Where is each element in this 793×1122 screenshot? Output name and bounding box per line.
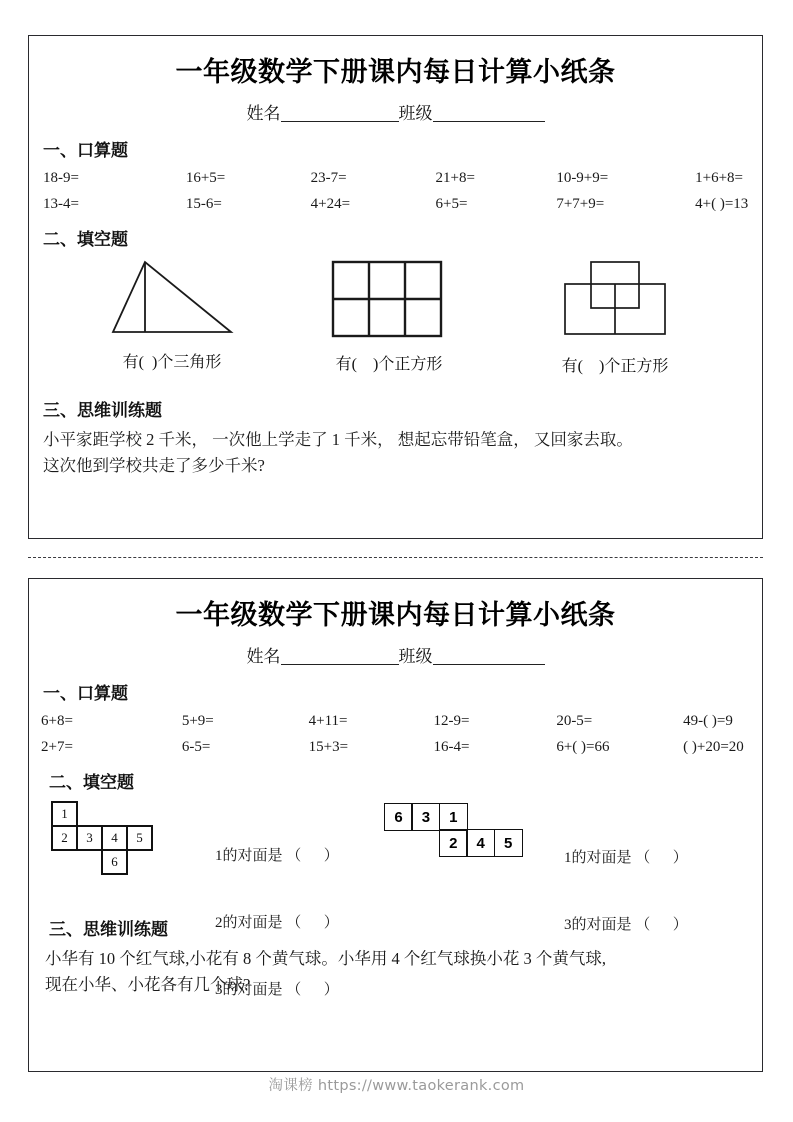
figure-caption: 有( )个正方形 [335,356,443,373]
student-info-line [29,99,762,124]
word-problem-line: 小平家距学校 2 千米， 一次他上学走了 1 千米， 想起忘带铅笔盒， 又回家去取。 [43,430,633,449]
grid-3x2-icon [329,258,449,340]
calc-item[interactable]: 16-4= [433,739,470,755]
calc-item[interactable]: 10-9+9= [556,170,609,186]
section-heading-fill-blank: 二、填空题 [43,230,128,249]
calc-item[interactable]: 4+( )=13 [695,196,749,212]
opposite-face-list-left [215,801,339,1045]
cube-net-left [51,801,151,875]
net-cell: 5 [126,825,153,851]
net-cell-empty [126,801,153,827]
figure-group [29,254,762,384]
figure-overlapping-squares [549,256,681,376]
figure-triangle [107,258,237,372]
opposite-face-line[interactable]: 3的对面是 （ ） [215,981,339,998]
worksheet-2 [28,578,763,1072]
worksheet-1 [28,35,763,539]
calc-item[interactable]: 7+7+9= [556,196,605,212]
calc-item[interactable]: 6-5= [181,739,211,755]
section-heading-oral-calc: 一、口算题 [43,141,128,160]
calc-item[interactable]: 5+9= [181,713,214,729]
calc-item[interactable]: 1+6+8= [695,170,744,186]
net-row [51,825,151,851]
net-row [51,801,151,827]
net-row [384,803,521,831]
net-cell-empty [494,803,523,831]
class-label: 班级 [398,104,433,123]
calc-item[interactable]: 21+8= [435,170,475,186]
calc-row [29,170,762,187]
triangle-with-median-icon [107,258,237,338]
net-cell-empty [126,849,153,875]
section-heading-thinking: 三、思维训练题 [49,920,168,939]
figure-caption: 有( )个三角形 [122,354,222,371]
calc-item[interactable]: 4+11= [308,713,348,729]
calc-item[interactable]: 6+( )=66 [556,739,610,755]
student-info-line [29,642,762,667]
calc-row [29,713,762,730]
net-cell: 4 [101,825,128,851]
section-heading-thinking: 三、思维训练题 [43,401,162,420]
net-cell-empty [76,849,103,875]
page-title: 一年级数学下册课内每日计算小纸条 [175,600,616,630]
cut-line-separator [28,557,763,558]
opposite-face-line[interactable]: 3的对面是 （ ） [564,916,688,933]
net-cell-empty [411,829,440,857]
overlapping-squares-icon [549,256,681,342]
opposite-face-line[interactable]: 2的对面是 （ ） [215,914,339,931]
net-cell-empty [76,801,103,827]
calc-item[interactable]: 6+5= [435,196,468,212]
cube-net-right [384,803,521,857]
net-cell-empty [101,801,128,827]
calc-item[interactable]: 15+3= [308,739,349,755]
net-cell: 2 [439,829,468,857]
name-label: 姓名 [246,647,281,666]
net-cell-empty [51,849,78,875]
calc-item[interactable]: 18-9= [43,170,79,186]
figure-grid [329,258,449,374]
calc-item[interactable]: 13-4= [43,196,79,212]
net-cell: 3 [76,825,103,851]
net-cell: 5 [494,829,523,857]
calc-item[interactable]: 23-7= [310,170,347,186]
net-row [51,849,151,875]
class-input-blank[interactable] [433,664,545,665]
net-cell: 1 [439,803,468,831]
net-cell-empty [466,803,495,831]
page-title: 一年级数学下册课内每日计算小纸条 [175,57,616,87]
figure-caption: 有( )个正方形 [561,358,669,375]
word-problem-line: 这次他到学校共走了多少千米? [43,455,265,475]
opposite-face-line[interactable]: 1的对面是 （ ） [564,850,688,867]
net-cell: 1 [51,801,78,827]
net-row [384,829,521,857]
net-cell: 3 [411,803,440,831]
word-problem-line: 现在小华、小花各有几个球? [45,974,251,994]
calc-item[interactable]: 20-5= [556,713,593,729]
class-input-blank[interactable] [433,121,545,122]
name-label: 姓名 [246,104,281,123]
name-input-blank[interactable] [281,121,399,122]
calc-item[interactable]: 2+7= [41,739,73,755]
section-heading-oral-calc: 一、口算题 [43,684,128,703]
net-cell: 4 [466,829,495,857]
calc-item[interactable]: 6+8= [41,713,73,729]
opposite-face-list-right [564,803,688,981]
word-problem-line: 小华有 10 个红气球,小花有 8 个黄气球。小华用 4 个红气球换小花 3 个黄气球, [45,949,606,968]
calc-row [29,196,762,213]
word-problem [43,427,746,478]
net-cell: 6 [101,849,128,875]
section-heading-fill-blank: 二、填空题 [49,773,134,792]
calc-item[interactable]: ( )+20=20 [683,739,744,755]
calc-item[interactable]: 49-( )=9 [683,713,733,729]
net-cell: 2 [51,825,78,851]
calc-item[interactable]: 12-9= [433,713,470,729]
opposite-face-line[interactable]: 1的对面是 （ ） [215,848,339,865]
class-label: 班级 [398,647,433,666]
net-cell: 6 [384,803,413,831]
calc-item[interactable]: 4+24= [310,196,351,212]
name-input-blank[interactable] [281,664,399,665]
calc-item[interactable]: 15-6= [185,196,222,212]
calc-item[interactable]: 16+5= [185,170,226,186]
calc-row [29,739,762,756]
watermark: 淘课榜 https://www.taokerank.com [268,1078,525,1094]
net-cell-empty [384,829,413,857]
